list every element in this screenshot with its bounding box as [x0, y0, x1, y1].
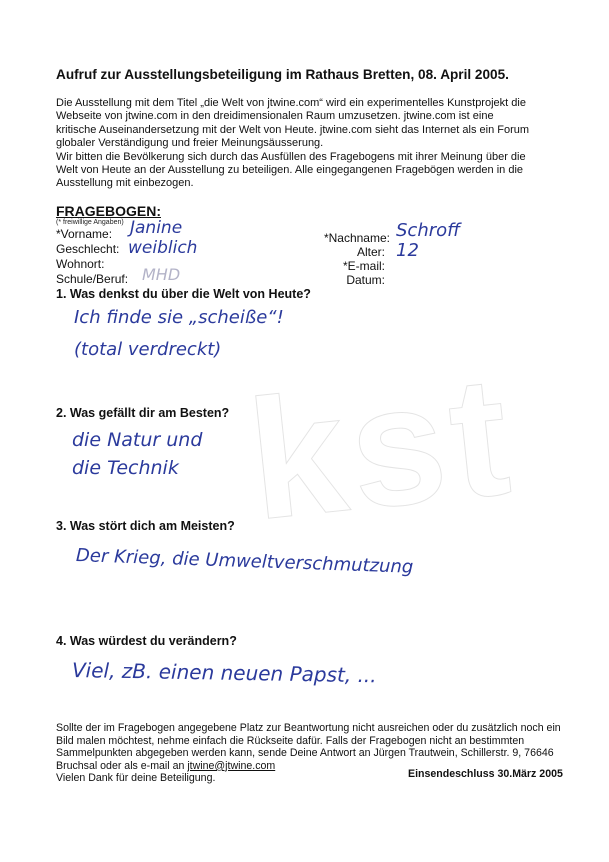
- answer-2-line-1: die Natur und: [72, 429, 203, 451]
- intro-line: globaler Verständigung und freier Meinungsäusserung.: [56, 137, 324, 150]
- answer-1-line-2: (total verdreckt): [74, 339, 222, 360]
- intro-paragraph: [56, 97, 564, 191]
- value-schule-beruf: MHD: [142, 265, 181, 284]
- label-vorname: *Vorname:: [56, 227, 113, 241]
- answer-3-line-1: Der Krieg, die Umweltverschmutzung: [75, 545, 414, 578]
- question-1: 1. Was denkst du über die Welt von Heute?: [56, 287, 311, 301]
- value-vorname: Janine: [130, 218, 183, 238]
- label-geschlecht: Geschlecht:: [56, 242, 120, 256]
- value-geschlecht: weiblich: [128, 238, 198, 258]
- intro-line: Die Ausstellung mit dem Titel „die Welt von jtwine.com“ wird ein experimentelles Kunstprojekt die: [56, 97, 526, 109]
- footer-email-prefix: Bruchsal oder als e-mail an: [56, 759, 185, 772]
- question-4: 4. Was würdest du verändern?: [56, 634, 237, 648]
- answer-2-line-2: die Technik: [72, 457, 179, 479]
- intro-line: Welt von Heute an der Ausstellung zu beteiligen. Alle eingegangenen Fragebögen werden in die: [56, 163, 524, 176]
- label-nachname: *Nachname:: [323, 231, 390, 245]
- intro-line: Wir bitten die Bevölkerung sich durch das Ausfüllen des Fragebogens mit ihrer Meinung über die: [56, 150, 526, 163]
- form-note: (* freiwillige Angaben): [56, 219, 124, 226]
- deadline: Einsendeschluss 30.März 2005: [408, 768, 563, 780]
- label-datum: Datum:: [346, 273, 385, 287]
- value-alter: 12: [396, 240, 419, 261]
- value-nachname: Schroff: [396, 220, 461, 241]
- label-wohnort: Wohnort:: [56, 257, 105, 271]
- question-2: 2. Was gefällt dir am Besten?: [56, 406, 230, 420]
- footer-line: Sammelpunkten abgegeben werden kann, sende Deine Antwort an Jürgen Trautwein, Schillerstr. 9, 76646: [56, 747, 554, 760]
- footer-line: Sollte der im Fragebogen angegebene Platz zur Beantwortung nicht ausreichen oder du zusätzlich noch ein: [56, 722, 561, 734]
- footer-thanks: Vielen Dank für deine Beteiligung.: [56, 772, 216, 785]
- watermark: kst: [240, 339, 523, 557]
- intro-line: Webseite von jtwine.com in den dreidimensionalen Raum umzusetzen. jtwine.com ist eine: [56, 110, 494, 123]
- label-email: *E-mail:: [342, 259, 385, 273]
- question-3: 3. Was stört dich am Meisten?: [56, 519, 235, 533]
- answer-4-line-1: Viel, zB. einen neuen Papst, ...: [71, 658, 377, 688]
- label-alter: Alter:: [356, 245, 385, 259]
- intro-line: kritische Auseinandersetzung mit der Welt von Heute. jtwine.com sieht das Internet als ein Forum: [56, 123, 530, 136]
- intro-line: Ausstellung mit einbezogen.: [56, 177, 194, 190]
- footer-email-link[interactable]: jtwine@jtwine.com: [187, 759, 276, 772]
- label-schule-beruf: Schule/Beruf:: [56, 272, 129, 286]
- answer-1-line-1: Ich finde sie „scheiße“!: [74, 307, 284, 328]
- form-heading: FRAGEBOGEN:: [56, 203, 161, 219]
- page-title: Aufruf zur Ausstellungsbeteiligung im Rathaus Bretten, 08. April 2005.: [56, 67, 509, 82]
- footer-line: Bild malen möchtest, nehme einfach die Rückseite dafür. Falls der Fragebogen nicht an bestimmten: [56, 734, 525, 747]
